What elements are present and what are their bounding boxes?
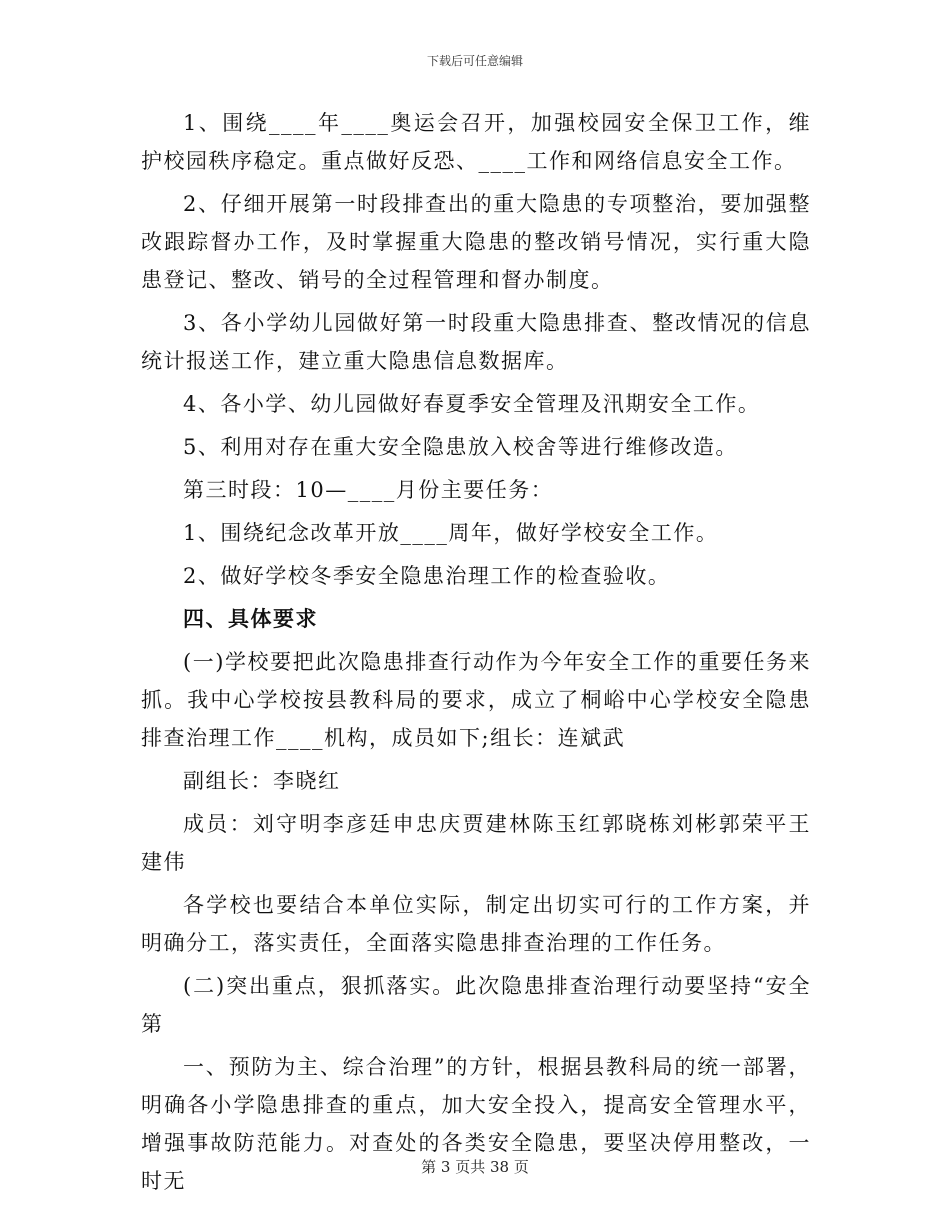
paragraph-task-5: 5、利用对存在重大安全隐患放入校舍等进行维修改造。 [183,435,738,459]
paragraph-members: 成员：刘守明李彦廷申忠庆贾建林陈玉红郭晓栋刘彬郭荣平王建伟 [141,812,811,874]
paragraph-task-2: 2、仔细开展第一时段排查出的重大隐患的专项整治，要加强整改跟踪督办工作，及时掌握重大隐患的整改销号情况，实行重大隐患登记、整改、销号的全过程管理和督办制度。 [141,192,811,292]
paragraph-task-4: 4、各小学、幼儿园做好春夏季安全管理及汛期安全工作。 [183,392,761,416]
section-heading-requirements: 四、具体要求 [183,606,318,631]
paragraph-third-stage: 第三时段：10—____月份主要任务： [183,478,554,502]
paragraph-deputy-leader: 副组长：李晓红 [183,769,341,793]
paragraph-requirement-2-cont: 一、预防为主、综合治理”的方针，根据县教科局的统一部署，明确各小学隐患排查的重点，加大安全投入，提高安全管理水平，增强事故防范能力。对查处的各类安全隐患，要坚决停用整改，一时无 [141,1055,811,1193]
paragraph-third-task-1: 1、围绕纪念改革开放____周年，做好学校安全工作。 [183,521,719,545]
document-body [141,104,811,1200]
page-footer: 第 3 页共 38 页 [421,1158,529,1176]
paragraph-requirement-2: (二)突出重点，狠抓落实。此次隐患排查治理行动要坚持“安全第 [141,974,811,1036]
paragraph-third-task-2: 2、做好学校冬季安全隐患治理工作的检查验收。 [183,564,671,588]
page-header: 下载后可任意编辑 [426,54,523,68]
paragraph-requirement-1: (一)学校要把此次隐患排查行动作为今年安全工作的重要任务来抓。我中心学校按县教科局的要求，成立了桐峪中心学校安全隐患排查治理工作____机构，成员如下;组长：连斌武 [141,650,811,750]
paragraph-schools-plan: 各学校也要结合本单位实际，制定出切实可行的工作方案，并明确分工，落实责任，全面落实隐患排查治理的工作任务。 [141,893,811,955]
paragraph-task-3: 3、各小学幼儿园做好第一时段重大隐患排查、整改情况的信息统计报送工作，建立重大隐患信息数据库。 [141,311,811,373]
paragraph-task-1: 1、围绕____年____奥运会召开，加强校园安全保卫工作，维护校园秩序稳定。重点做好反恐、____工作和网络信息安全工作。 [141,111,811,173]
